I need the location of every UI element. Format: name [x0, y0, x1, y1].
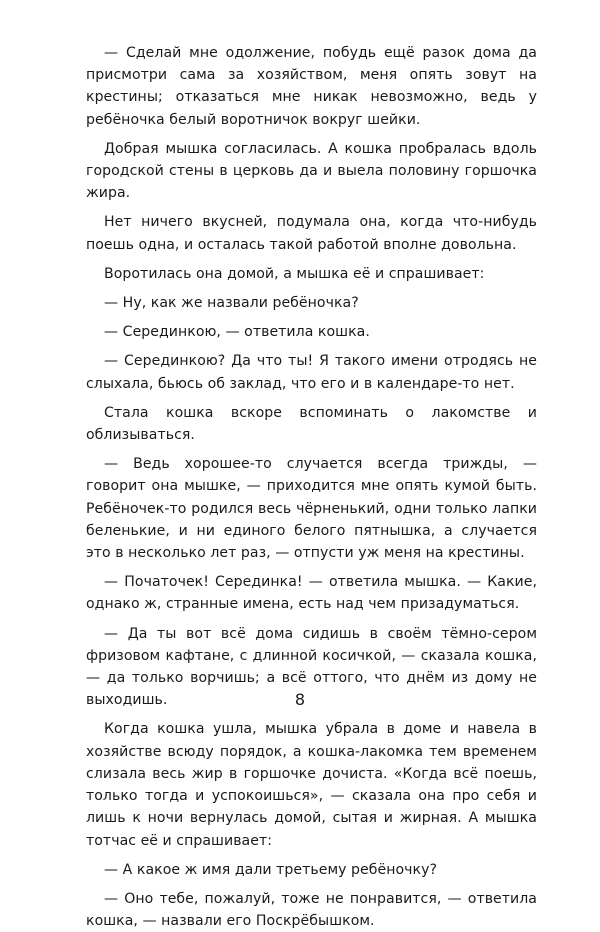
page-number: 8 [294, 690, 306, 709]
page-body [86, 42, 537, 932]
paragraph: — Оно тебе, пожалуй, тоже не понравится, — ответила кошка, — назвали его Поскрёбышком. [86, 890, 537, 930]
paragraph: — Початочек! Серединка! — ответила мышка. — Какие, однако ж, странные имена, есть над чем призадуматься. [86, 574, 537, 613]
paragraph: — Ведь хорошее-то случается всегда трижды, — говорит она мышке, — приходится мне опять кумой быть. Ребёночек-то родился весь чёрненький, одни только лапки беленькие, и ни единого белого пятнышка, а случается это в несколько лет раз, — отпусти уж меня на крестины. [86, 456, 537, 562]
paragraph: — Ну, как же назвали ребёночка? [104, 295, 359, 312]
paragraph: — А какое ж имя дали третьему ребёночку? [104, 861, 438, 878]
paragraph: — Да ты вот всё дома сидишь в своём тёмно-сером фризовом кафтане, с длинной косичкой, — сказала кошка, — да только ворчишь; а всё оттого, что днём из дому не выходишь. [86, 625, 537, 709]
paragraph: Когда кошка ушла, мышка убрала в доме и навела в хозяйстве всюду порядок, а кошка-лакомка тем временем слизала весь жир в горшочке дочиста. «Когда всё поешь, только тогда и успокоишься», — сказала она про себя и лишь к ночи вернулась домой, сытая и жирная. А мышка тотчас её и спрашивает: [86, 721, 537, 849]
paragraph: Воротилась она домой, а мышка её и спрашивает: [104, 265, 485, 282]
paragraph: Стала кошка вскоре вспоминать о лакомстве и облизываться. [86, 404, 537, 444]
paragraph: Добрая мышка согласилась. А кошка пробралась вдоль городской стены в церковь да и выела половину горшочка жира. [86, 140, 537, 202]
paragraph: — Серединкою? Да что ты! Я такого имени отродясь не слыхала, бьюсь об заклад, что его и в календаре-то нет. [86, 353, 537, 392]
paragraph: — Серединкою, — ответила кошка. [104, 324, 370, 341]
paragraph: Нет ничего вкусней, подумала она, когда что-нибудь поешь одна, и осталась такой работой вполне довольна. [86, 214, 537, 253]
paragraph: — Сделай мне одолжение, побудь ещё разок дома да присмотри сама за хозяйством, меня опять зовут на крестины; отказаться мне никак невозможно, ведь у ребёночка белый воротничок вокруг шейки. [86, 45, 537, 128]
